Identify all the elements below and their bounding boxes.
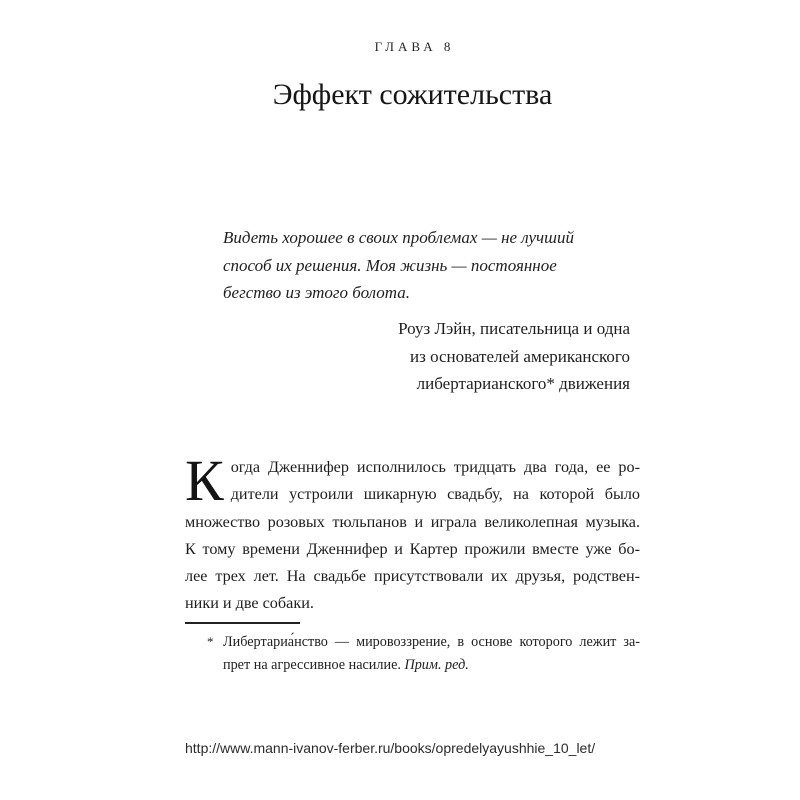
epigraph-line: бегство из этого болота. bbox=[223, 283, 411, 302]
footnote-rule bbox=[185, 622, 300, 624]
footnote-text: прет на агрессивное насилие. bbox=[223, 657, 405, 673]
attribution-line: из основателей американского bbox=[410, 346, 630, 366]
body-paragraph bbox=[185, 448, 640, 618]
footnote-line: Либертариа́нство — мировоззрение, в основе которого лежит за- bbox=[223, 634, 640, 650]
footnote-line bbox=[223, 654, 640, 677]
body-line: дители устроили шикарную свадьбу, на которой было bbox=[230, 485, 640, 504]
drop-cap: К bbox=[185, 448, 224, 513]
body-line: огда Дженнифер исполнилось тридцать два года, ее ро- bbox=[230, 458, 640, 476]
chapter-label: ГЛАВА 8 bbox=[374, 39, 455, 54]
text-column bbox=[185, 0, 640, 800]
body-line: К тому времени Дженнифер и Картер прожили вместе уже бо- bbox=[185, 539, 640, 558]
footnote-source: Прим. ред. bbox=[404, 657, 469, 673]
page-title: Эффект сожительства bbox=[272, 78, 553, 111]
epigraph-line: способ их решения. Моя жизнь — постоянное bbox=[223, 255, 557, 275]
body-line: лее трех лет. На свадьбе присутствовали их друзья, родствен- bbox=[185, 567, 640, 586]
epigraph bbox=[223, 224, 640, 307]
footnote bbox=[185, 622, 640, 677]
body-line: множество розовых тюльпанов и играла великолепная музыка. bbox=[185, 512, 640, 531]
attribution-line: Роуз Лэйн, писательница и одна bbox=[398, 319, 630, 338]
footer-url-link[interactable]: http://www.mann-ivanov-ferber.ru/books/opredelyayushhie_10_let/ bbox=[185, 740, 596, 756]
epigraph-line: Видеть хорошее в своих проблемах — не лучший bbox=[223, 228, 574, 247]
body-line: ники и две собаки. bbox=[185, 594, 314, 613]
attribution-line: либертарианского* движения bbox=[416, 374, 630, 393]
footnote-marker: * bbox=[207, 634, 214, 649]
footnote-body bbox=[185, 631, 640, 677]
epigraph-attribution bbox=[185, 315, 630, 398]
